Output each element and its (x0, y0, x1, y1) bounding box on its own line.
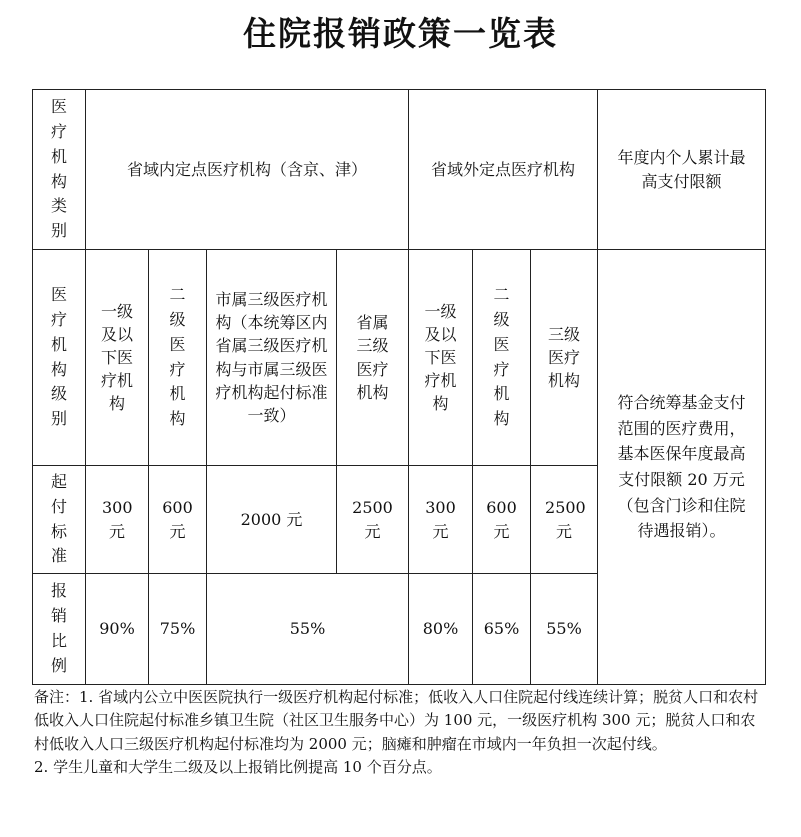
note-line-1: 备注：1. 省域内公立中医医院执行一级医疗机构起付标准；低收入人口住院起付线连续计算；脱贫人口和农村低收入人口住院起付标准乡镇卫生院（社区卫生服务中心）为 100 元，一级医疗机构 300 元；脱贫人口和农村低收入人口三级医疗机构起付标准均为 2000 元；脑瘫和肿瘤在市域内一年负担一次起付线。 (34, 688, 759, 753)
ratio-out-level1: 80% (409, 574, 473, 685)
ratio-in-level1: 90% (86, 574, 149, 685)
level-label-cell: 医疗机构级别 (33, 250, 86, 466)
ratio-label-cell: 报销比例 (33, 574, 86, 685)
deductible-in-level1: 300 元 (86, 466, 149, 574)
annual-limit-text: 符合统筹基金支付范围的医疗费用，基本医保年度最高支付限额 20 万元（包含门诊和住院待遇报销）。 (598, 250, 766, 685)
table-row-category (33, 90, 766, 250)
deductible-out-level1: 300 元 (409, 466, 473, 574)
ratio-in-level3: 55% (207, 574, 409, 685)
deductible-in-level2: 600 元 (149, 466, 207, 574)
in-city3-cell: 市属三级医疗机构（本统筹区内省属三级医疗机构与市属三级医疗机构起付标准一致） (207, 250, 337, 466)
note-line-2: 2. 学生儿童和大学生二级及以上报销比例提高 10 个百分点。 (34, 757, 442, 776)
deductible-in-prov3: 2500 元 (337, 466, 409, 574)
out-province-header: 省域外定点医疗机构 (409, 90, 598, 250)
reimbursement-policy-table (32, 89, 766, 685)
in-level1-cell: 一级及以下医疗机构 (86, 250, 149, 466)
deductible-out-level3: 2500 元 (531, 466, 598, 574)
category-label-cell: 医疗机构类别 (33, 90, 86, 250)
ratio-out-level2: 65% (473, 574, 531, 685)
ratio-out-level3: 55% (531, 574, 598, 685)
out-level1-cell: 一级及以下医疗机构 (409, 250, 473, 466)
in-level2-cell: 二级医疗机构 (149, 250, 207, 466)
notes-block (34, 686, 769, 779)
in-province-header: 省域内定点医疗机构（含京、津） (86, 90, 409, 250)
deductible-out-level2: 600 元 (473, 466, 531, 574)
deductible-label-cell: 起付标准 (33, 466, 86, 574)
page-title: 住院报销政策一览表 (243, 14, 558, 53)
annual-limit-header: 年度内个人累计最高支付限额 (598, 90, 766, 250)
out-level3-cell: 三级医疗机构 (531, 250, 598, 466)
in-prov3-cell: 省属三级医疗机构 (337, 250, 409, 466)
deductible-in-city3: 2000 元 (207, 466, 337, 574)
table-row-level (33, 250, 766, 466)
out-level2-cell: 二级医疗机构 (473, 250, 531, 466)
ratio-in-level2: 75% (149, 574, 207, 685)
